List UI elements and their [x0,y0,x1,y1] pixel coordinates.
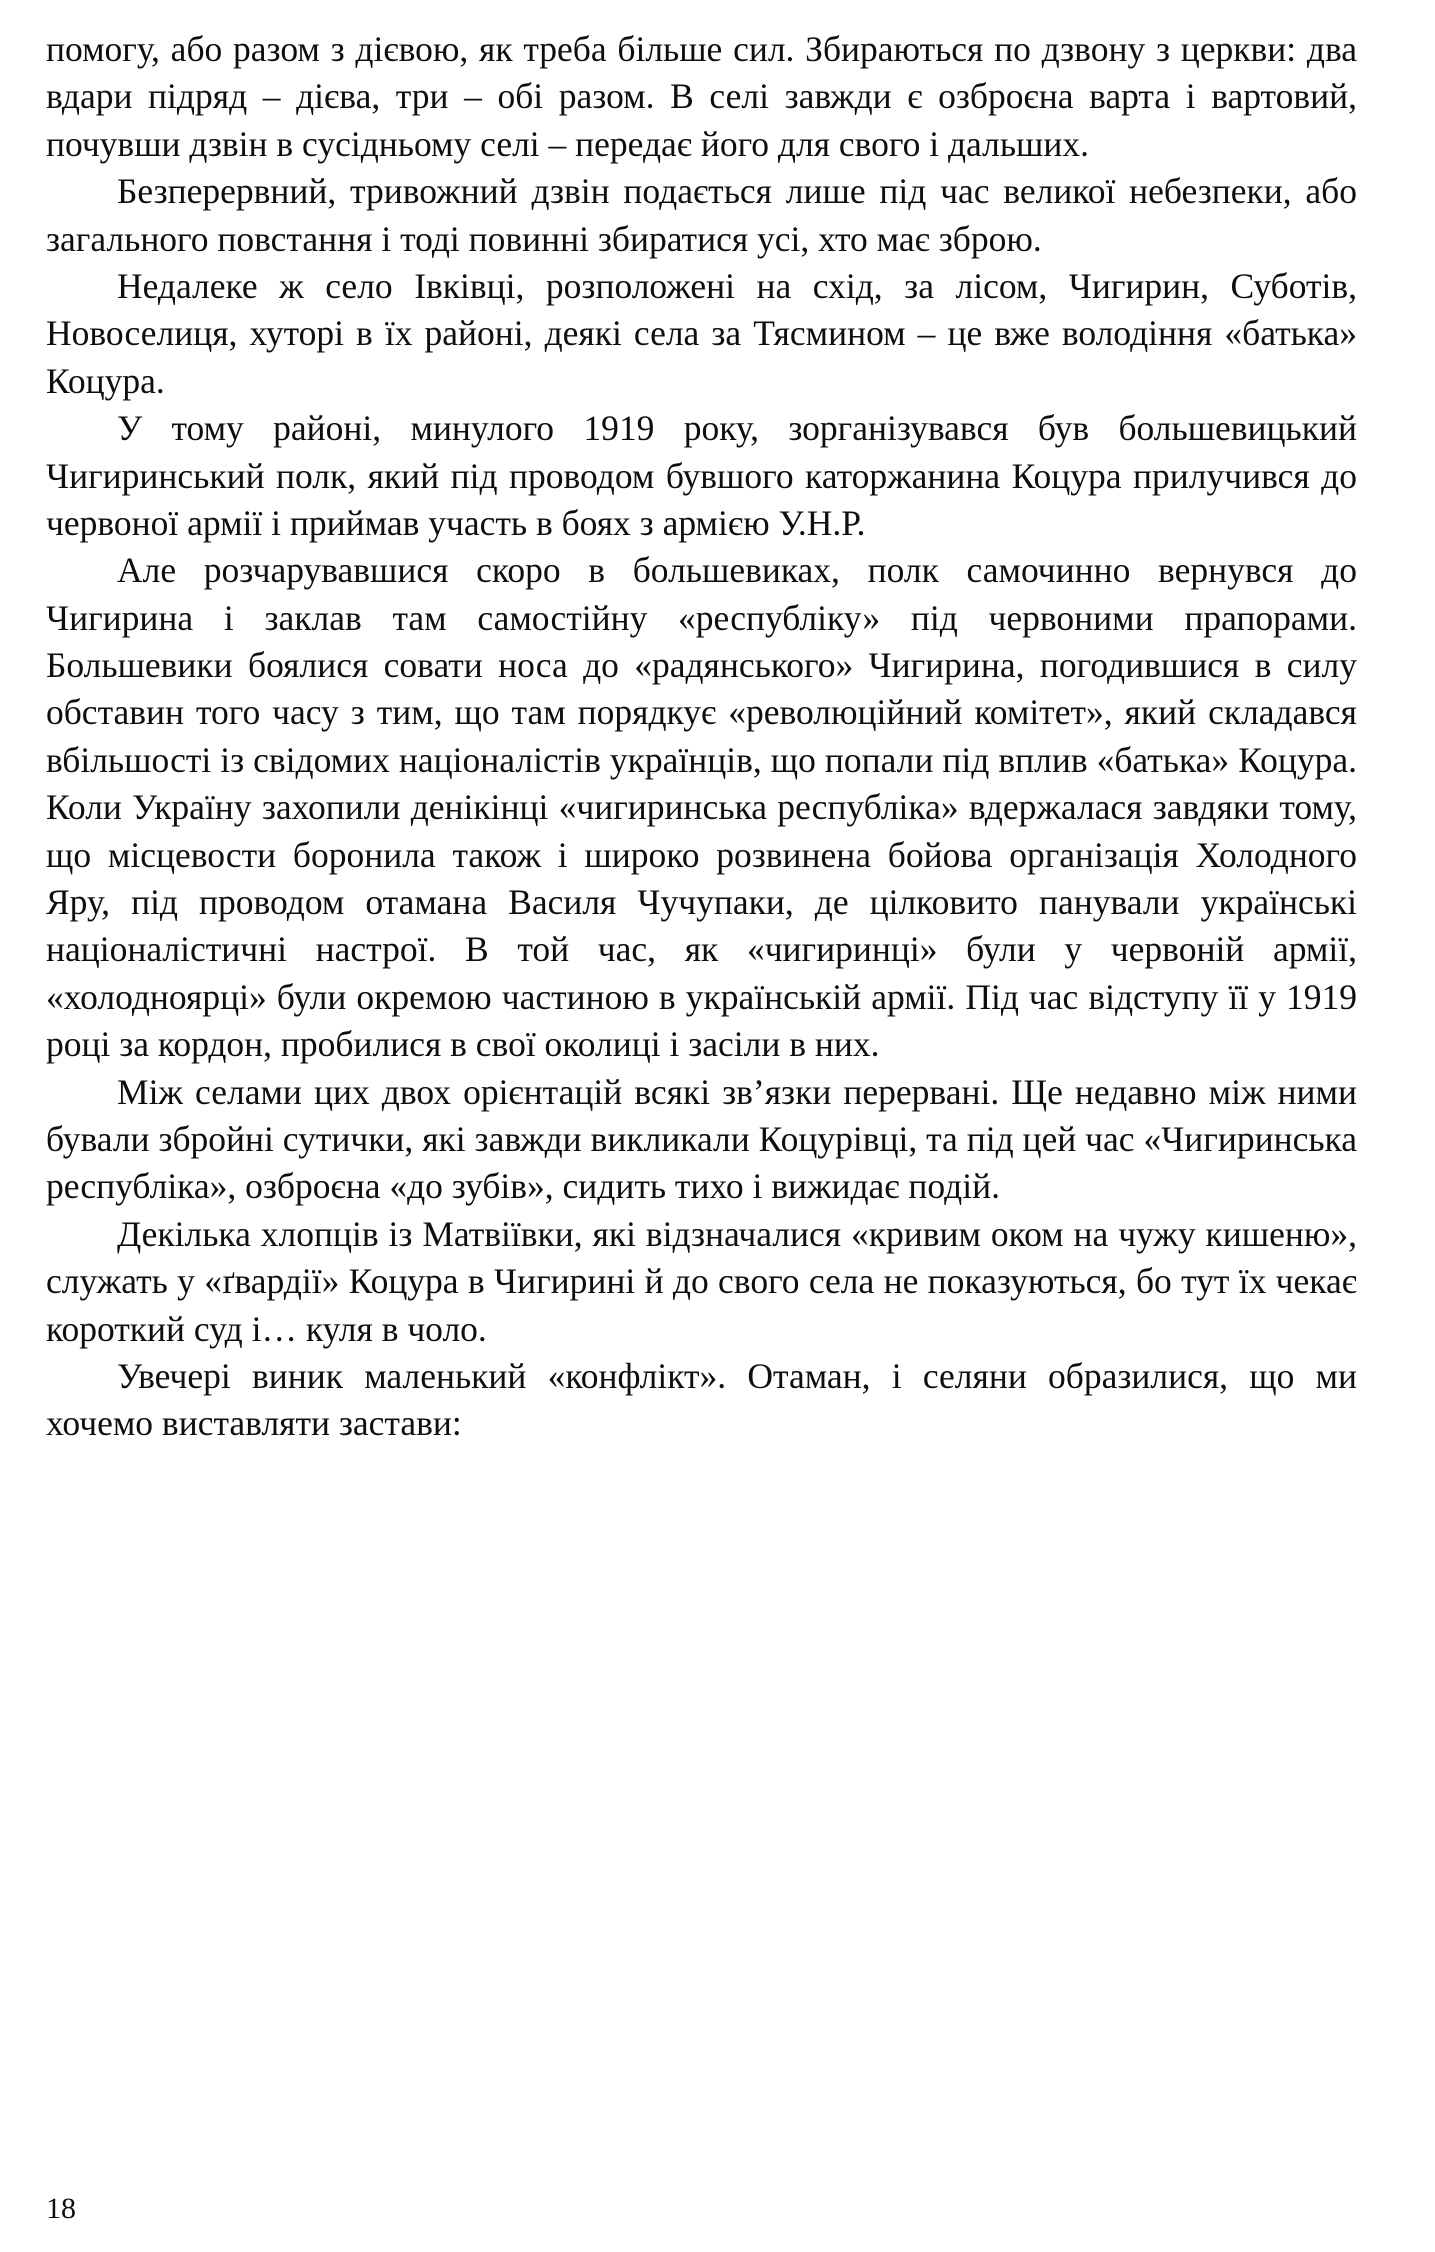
paragraph: помогу, або разом з дієвою, як треба більше сил. Збираються по дзвону з церкви: два вдари підряд – дієва, три – обі разом. В селі завжди є озброєна варта і вартовий, почувши дзвін в сусідньому селі – передає його для свого і дальших. [46,29,1357,164]
paragraph: У тому районі, минулого 1919 року, зорганізувався був большевицький Чигиринський полк, який під проводом бувшого каторжанина Коцура прилучився до червоної армії і приймав участь в боях з армією У.Н.Р. [46,408,1357,543]
page-number: 18 [46,2192,76,2225]
paragraph: Між селами цих двох орієнтацій всякі зв’язки перервані. Ще недавно між ними бували збройні сутички, які завжди викликали Коцурівці, та під цей час «Чигиринська республіка», озброєна «до зубів», сидить тихо і вижидає подій. [46,1071,1357,1207]
page-body-text [46,26,1357,1448]
paragraph: Декілька хлопців із Матвіївки, які відзначалися «кривим оком на чужу кишеню», служать у «ґвардії» Коцура в Чигирині й до свого села не показуються, бо тут їх чекає короткий суд і… куля в чоло. [46,1213,1357,1349]
paragraph: Недалеке ж село Івківці, розположені на схід, за лісом, Чигирин, Суботів, Новоселиця, хуторі в їх районі, деякі села за Тясмином – це вже володіння «батька» Коцура. [46,265,1357,401]
paragraph: Безперервний, тривожний дзвін подається лише під час великої небезпеки, або загального повстання і тоді повинні збиратися усі, хто має зброю. [46,171,1357,259]
paragraph: Увечері виник маленький «конфлікт». Отаман, і селяни образилися, що ми хочемо виставляти застави: [46,1355,1357,1444]
paragraph: Але розчарувавшися скоро в большевиках, полк самочинно вернувся до Чигирина і заклав там самостійну «республіку» під червоними прапорами. Большевики боялися совати носа до «радянського» Чигирина, погодившися в силу обставин того часу з тим, що там порядкує «революційний комітет», який складався вбільшості із свідомих націоналістів українців, що попали під вплив «батька» Коцура. Коли Україну захопили денікінці «чигиринська республіка» вдержалася завдяки тому, що місцевости боронила також і широко розвинена бойова організація Холодного Яру, під проводом отамана Василя Чучупаки, де цілковито панували українські націоналістичні настрої. В той час, як «чигиринці» були у червоній армії, «холодноярці» були окремою частиною в українській армії. Під час відступу її у 1919 році за кордон, пробилися в свої околиці і засіли в них. [46,550,1357,1065]
